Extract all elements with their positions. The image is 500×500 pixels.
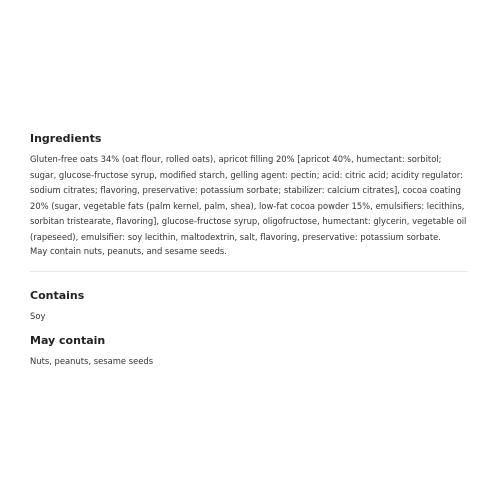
section-divider	[30, 271, 468, 272]
contains-heading: Contains	[30, 289, 85, 302]
may-contain-heading: May contain	[30, 334, 106, 347]
ingredients-text: Gluten-free oats 34% (oat flour, rolled oats), apricot filling 20% [apricot 40%, humectant: sorbitol; sugar, glucose-fructose syrup, modified starch, gelling agent: pectin; acid: citric acid; acidity regulator: sodium citrates; flavoring, preservative: potassium sorbate; stabilizer: calcium citrates], cocoa coating 20% (sugar, vegetable fats (palm kernel, palm, shea), low-fat cocoa powder 15%, emulsifiers: lecithins, sorbitan tristearate, flavoring], glucose-fructose syrup, oligofructose, humectant: glycerin, vegetable oil (rapeseed), emulsifier: soy lecithin, maltodextrin, salt, flavoring, preservative: potassium sorbate.	[30, 154, 467, 242]
contains-text: Soy	[30, 311, 46, 321]
ingredients-heading: Ingredients	[30, 132, 102, 145]
allergen-warning-note: May contain nuts, peanuts, and sesame seeds.	[30, 246, 227, 256]
may-contain-text: Nuts, peanuts, sesame seeds	[30, 356, 154, 366]
